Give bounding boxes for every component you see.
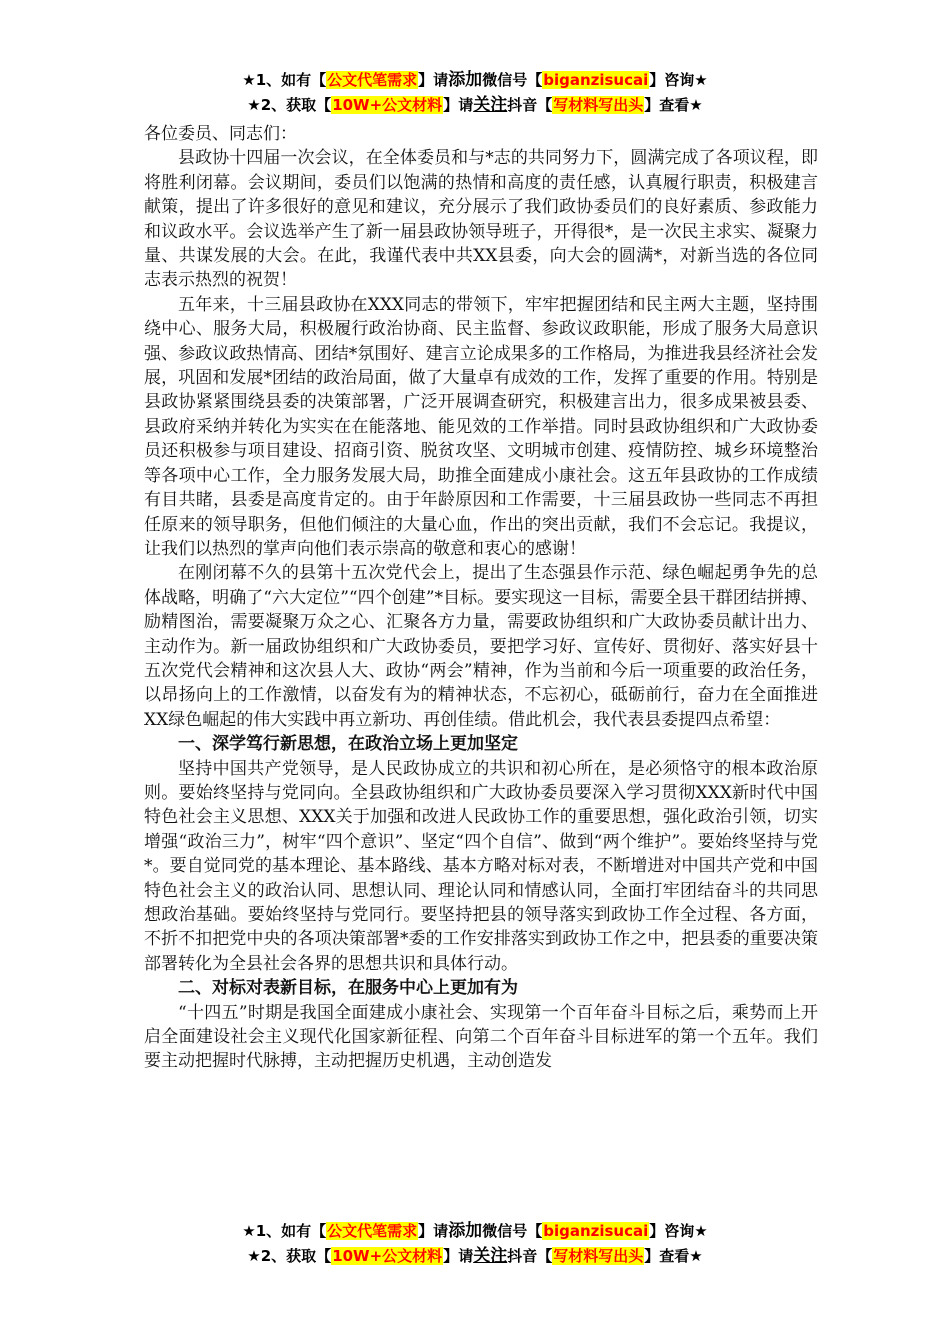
salutation: 各位委员、同志们：	[144, 124, 297, 144]
promo-text: ★1、如有【	[242, 1222, 327, 1240]
paragraph: 五年来，十三届县政协在XXX同志的带领下，牢牢把握团结和民主两大主题，坚持围绕中心、服务大局，积极履行政治协商、民主监督、参政议政职能，形成了服务大局意识强、参政议政热情高、团结*氛围好、建言立论成果多的工作格局，为推进我县经济社会发展，巩固和发展*团结的政治局面，做了大量卓有成效的工作，发挥了重要的作用。特别是县政协紧紧围绕县委的决策部署，广泛开展调查研究，积极建言出力，很多成果被县委、县政府采纳并转化为实实在在能落地、能见效的工作举措。同时县政协组织和广大政协委员还积极参与项目建设、招商引资、脱贫攻坚、文明城市创建、疫情防控、城乡环境整治等各项中心工作，全力服务发展大局，助推全面建成小康社会。这五年县政协的工作成绩有目共睹，县委是高度肯定的。由于年龄原因和工作需要，十三届县政协一些同志不再担任原来的领导职务，但他们倾注的大量心血，作出的突出贡献，我们不会忘记。我提议，让我们以热烈的掌声向他们表示崇高的敬意和衷心的感谢！	[144, 294, 818, 559]
promo-text: 】请	[418, 1222, 449, 1240]
promo-text: ★2、获取【	[247, 96, 332, 114]
promo-text: 微信号【	[482, 71, 543, 89]
promo-text: 】咨询★	[649, 1222, 708, 1240]
promo-emphasis: 关注	[473, 95, 508, 115]
promo-wechat-id: biganzisucai	[543, 1222, 649, 1240]
promo-highlight: 10W+公文材料	[332, 1247, 443, 1265]
promo-line-1	[0, 1219, 950, 1244]
promo-emphasis: 关注	[473, 1246, 508, 1266]
promo-line-1	[0, 68, 950, 93]
promo-text: 】查看★	[644, 96, 703, 114]
promo-text: 抖音【	[507, 96, 553, 114]
promo-text: 抖音【	[507, 1247, 553, 1265]
footer-promo-banner	[0, 1219, 950, 1269]
header-promo-banner	[0, 68, 950, 118]
promo-highlight: 10W+公文材料	[332, 96, 443, 114]
promo-line-2	[0, 1244, 950, 1269]
promo-text: 微信号【	[482, 1222, 543, 1240]
section-heading: 二、对标对表新目标，在服务中心上更加有为	[178, 978, 518, 999]
paragraph: 坚持中国共产党领导，是人民政协成立的共识和初心所在，是必须恪守的根本政治原则。要始终坚持与党同向。全县政协组织和广大政协委员要深入学习贯彻XXX新时代中国特色社会主义思想、XXX关于加强和改进人民政协工作的重要思想，强化政治引领，切实增强“政治三力”，树牢“四个意识”、坚定“四个自信”、做到“两个维护”。要始终坚持与党*。要自觉同党的基本理论、基本路线、基本方略对标对表，不断增进对中国共产党和中国特色社会主义的政治认同、思想认同、理论认同和情感认同，全面打牢团结奋斗的共同思想政治基础。要始终坚持与党同行。要坚持把县的领导落实到政协工作全过程、各方面，不折不扣把党中央的各项决策部署*委的工作安排落实到政协工作之中，把县委的重要决策部署转化为全县社会各界的思想共识和具体行动。	[144, 758, 818, 974]
promo-text: ★2、获取【	[247, 1247, 332, 1265]
promo-text: 】查看★	[644, 1247, 703, 1265]
document-body	[144, 122, 818, 1074]
paragraph: “十四五”时期是我国全面建成小康社会、实现第一个百年奋斗目标之后，乘势而上开启全面建设社会主义现代化国家新征程、向第二个百年奋斗目标进军的第一个五年。我们要主动把握时代脉搏，主动把握历史机遇，主动创造发	[144, 1002, 818, 1072]
promo-text: ★1、如有【	[242, 71, 327, 89]
promo-douyin-id: 写材料写出头	[553, 96, 644, 114]
promo-line-2	[0, 93, 950, 118]
promo-douyin-id: 写材料写出头	[553, 1247, 644, 1265]
promo-emphasis: 添加	[448, 1221, 483, 1241]
promo-highlight: 公文代笔需求	[327, 71, 418, 89]
promo-text: 】请	[418, 71, 449, 89]
promo-text: 】咨询★	[649, 71, 708, 89]
promo-emphasis: 添加	[448, 70, 483, 90]
paragraph: 县政协十四届一次会议，在全体委员和与*志的共同努力下，圆满完成了各项议程，即将胜利闭幕。会议期间，委员们以饱满的热情和高度的责任感，认真履行职责，积极建言献策，提出了许多很好的意见和建议，充分展示了我们政协委员们的良好素质、参政能力和议政水平。会议选举产生了新一届县政协领导班子，开得很*，是一次民主求实、凝聚力量、共谋发展的大会。在此，我谨代表中共XX县委，向大会的圆满*，对新当选的各位同志表示热烈的祝贺！	[144, 148, 818, 291]
promo-wechat-id: biganzisucai	[543, 71, 649, 89]
promo-text: 】请	[443, 96, 474, 114]
promo-text: 】请	[443, 1247, 474, 1265]
paragraph: 在刚闭幕不久的县第十五次党代会上，提出了生态强县作示范、绿色崛起勇争先的总体战略，明确了“六大定位”“四个创建”*目标。要实现这一目标，需要全县干群团结拼搏、励精图治，需要凝聚万众之心、汇聚各方力量，需要政协组织和广大政协委员献计出力、主动作为。新一届政协组织和广大政协委员，要把学习好、宣传好、贯彻好、落实好县十五次党代会精神和这次县人大、政协“两会”精神，作为当前和今后一项重要的政治任务，以昂扬向上的工作激情，以奋发有为的精神状态，不忘初心，砥砺前行，奋力在全面推进XX绿色崛起的伟大实践中再立新功、再创佳绩。借此机会，我代表县委提四点希望：	[144, 563, 818, 730]
section-heading: 一、深学笃行新思想，在政治立场上更加坚定	[178, 734, 518, 755]
promo-highlight: 公文代笔需求	[327, 1222, 418, 1240]
